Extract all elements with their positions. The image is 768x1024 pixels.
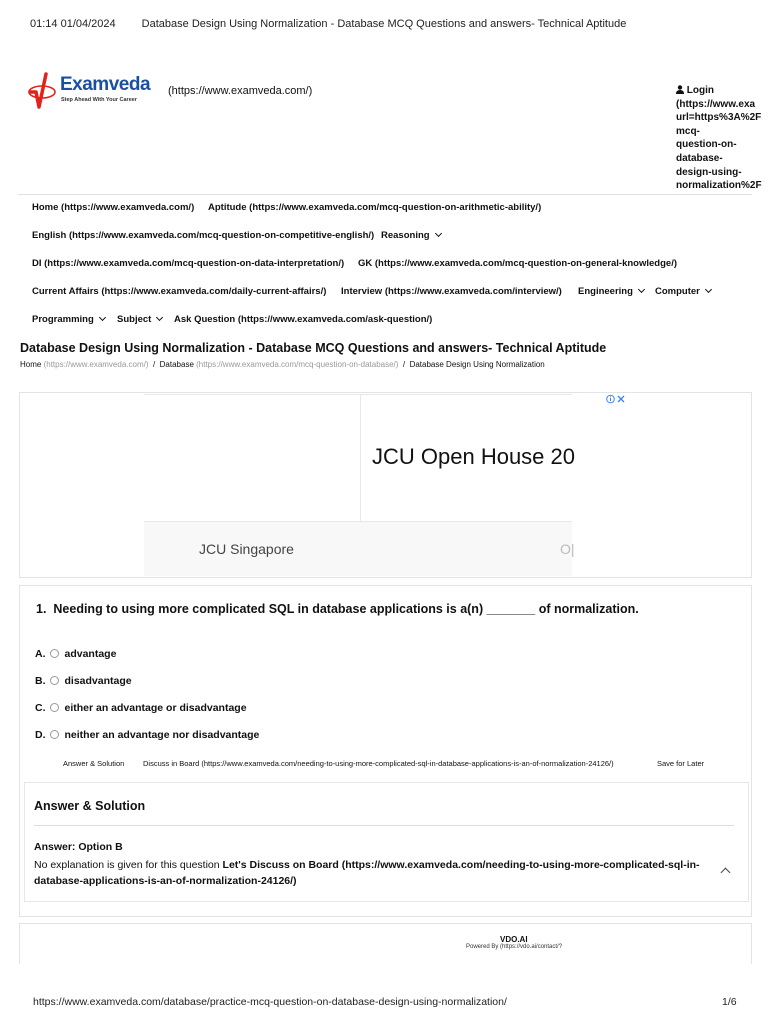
breadcrumb-separator: / — [152, 360, 156, 369]
examveda-logo[interactable] — [26, 72, 161, 112]
logo-tagline: Step Ahead With Your Career — [61, 97, 137, 103]
print-footer-url: https://www.examveda.com/database/practice-mcq-question-on-database-design-using-normalization/ — [33, 996, 507, 1008]
nav-interview[interactable]: Interview (https://www.examveda.com/interview/) — [341, 286, 562, 297]
radio-circle-icon[interactable] — [50, 649, 59, 658]
option-letter: A. — [35, 648, 46, 660]
chevron-down-icon — [435, 230, 442, 237]
ad-divider — [360, 394, 361, 521]
ad-cut-text: O| — [560, 541, 575, 557]
option-c[interactable] — [35, 702, 247, 714]
option-text: disadvantage — [64, 675, 132, 687]
print-title: Database Design Using Normalization - Database MCQ Questions and answers- Technical Aptitude — [141, 18, 627, 30]
answer-divider — [34, 825, 734, 826]
login-url-line: design-using- — [676, 166, 742, 178]
vdo-title[interactable]: VDO.AI — [500, 935, 528, 944]
breadcrumb-database-url[interactable]: (https://www.examveda.com/mcq-question-on-database/) — [196, 360, 399, 369]
question-number: 1. — [36, 602, 47, 616]
answer-solution-button[interactable]: Answer & Solution — [63, 759, 125, 768]
nav-subject-label: Subject — [117, 314, 152, 325]
nav-reasoning[interactable] — [381, 230, 441, 241]
nav-home[interactable]: Home (https://www.examveda.com/) — [32, 202, 195, 213]
radio-circle-icon[interactable] — [50, 703, 59, 712]
login-url-line: (https://www.exa — [676, 98, 756, 110]
nav-programming-label: Programming — [32, 314, 94, 325]
save-for-later-button[interactable]: Save for Later — [657, 759, 705, 768]
login-url-line: mcq- — [676, 125, 700, 137]
vdo-powered[interactable] — [466, 944, 562, 950]
video-ad-container — [19, 923, 752, 964]
discuss-board-link[interactable]: Let's Discuss on Board (https://www.examveda.com/needing-to-using-more-complicated-sql-in-database-applications-is-an-of-normalization-24126/) — [34, 859, 700, 887]
question-body: Needing to using more complicated SQL in database applications is a(n) _______ of normalization. — [53, 602, 639, 616]
answer-heading: Answer & Solution — [34, 799, 146, 813]
nav-subject[interactable] — [117, 314, 162, 325]
chevron-down-icon — [638, 286, 645, 293]
option-text: neither an advantage nor disadvantage — [64, 729, 260, 741]
radio-circle-icon[interactable] — [50, 730, 59, 739]
chevron-down-icon — [99, 314, 106, 321]
question-text — [36, 602, 639, 616]
option-text: advantage — [64, 648, 117, 660]
nav-current-affairs[interactable]: Current Affairs (https://www.examveda.com/daily-current-affairs/) — [32, 286, 327, 297]
answer-label: Answer: Option B — [34, 841, 123, 853]
answer-explanation — [34, 857, 724, 889]
vdo-url[interactable]: (https://vdo.ai/contact/? — [500, 944, 563, 950]
print-page-number: 1/6 — [722, 996, 737, 1008]
login-url-line: url=https%3A%2F — [676, 112, 762, 124]
print-datetime: 01:14 01/04/2024 — [30, 18, 116, 30]
login-url-line: question-on- — [676, 139, 737, 151]
explanation-text: No explanation is given for this question — [34, 859, 223, 871]
logo-url[interactable]: (https://www.examveda.com/) — [168, 85, 313, 97]
login-link[interactable] — [676, 84, 768, 193]
option-letter: B. — [35, 675, 46, 687]
breadcrumb-home[interactable]: Home — [20, 360, 42, 369]
option-a[interactable] — [35, 648, 116, 660]
option-d[interactable] — [35, 729, 259, 741]
login-url-line: normalization%2F — [676, 180, 762, 192]
ad-info-close-icon[interactable] — [606, 394, 626, 404]
nav-di[interactable]: DI (https://www.examveda.com/mcq-question-on-data-interpretation/) — [32, 258, 345, 269]
login-url-line: database- — [676, 152, 723, 164]
nav-ask-question[interactable]: Ask Question (https://www.examveda.com/ask-question/) — [174, 314, 433, 325]
breadcrumb-current: Database Design Using Normalization — [409, 360, 545, 369]
breadcrumb-database[interactable]: Database — [159, 360, 194, 369]
nav-reasoning-label: Reasoning — [381, 230, 430, 241]
user-icon — [676, 85, 684, 94]
vdo-powered-label: Powered By — [466, 944, 499, 950]
option-b[interactable] — [35, 675, 132, 687]
nav-engineering-label: Engineering — [578, 286, 633, 297]
ad-headline[interactable]: JCU Open House 20 — [372, 444, 575, 469]
breadcrumb-separator: / — [402, 360, 406, 369]
nav-aptitude[interactable]: Aptitude (https://www.examveda.com/mcq-question-on-arithmetic-ability/) — [208, 202, 542, 213]
login-label: Login — [686, 85, 714, 96]
nav-engineering[interactable] — [578, 286, 644, 297]
ad-subline[interactable]: JCU Singapore — [199, 541, 294, 557]
discuss-board-link[interactable]: Discuss in Board (https://www.examveda.com/needing-to-using-more-complicated-sql-in-database-applications-is-an-of-normalization-24126/) — [143, 759, 614, 768]
nav-computer[interactable] — [655, 286, 711, 297]
nav-computer-label: Computer — [655, 286, 700, 297]
chevron-down-icon — [156, 314, 163, 321]
nav-programming[interactable] — [32, 314, 105, 325]
page-title: Database Design Using Normalization - Database MCQ Questions and answers- Technical Aptitude — [20, 341, 607, 355]
radio-circle-icon[interactable] — [50, 676, 59, 685]
nav-english[interactable]: English (https://www.examveda.com/mcq-question-on-competitive-english/) — [32, 230, 375, 241]
chevron-down-icon — [705, 286, 712, 293]
ad-choices[interactable] — [606, 394, 626, 407]
header-divider — [18, 194, 752, 195]
option-letter: D. — [35, 729, 46, 741]
logo-text: Examveda — [60, 74, 151, 95]
option-letter: C. — [35, 702, 46, 714]
breadcrumb-home-url[interactable]: (https://www.examveda.com/) — [43, 360, 149, 369]
breadcrumb — [20, 360, 545, 369]
option-text: either an advantage or disadvantage — [64, 702, 247, 714]
nav-gk[interactable]: GK (https://www.examveda.com/mcq-question-on-general-knowledge/) — [358, 258, 677, 269]
